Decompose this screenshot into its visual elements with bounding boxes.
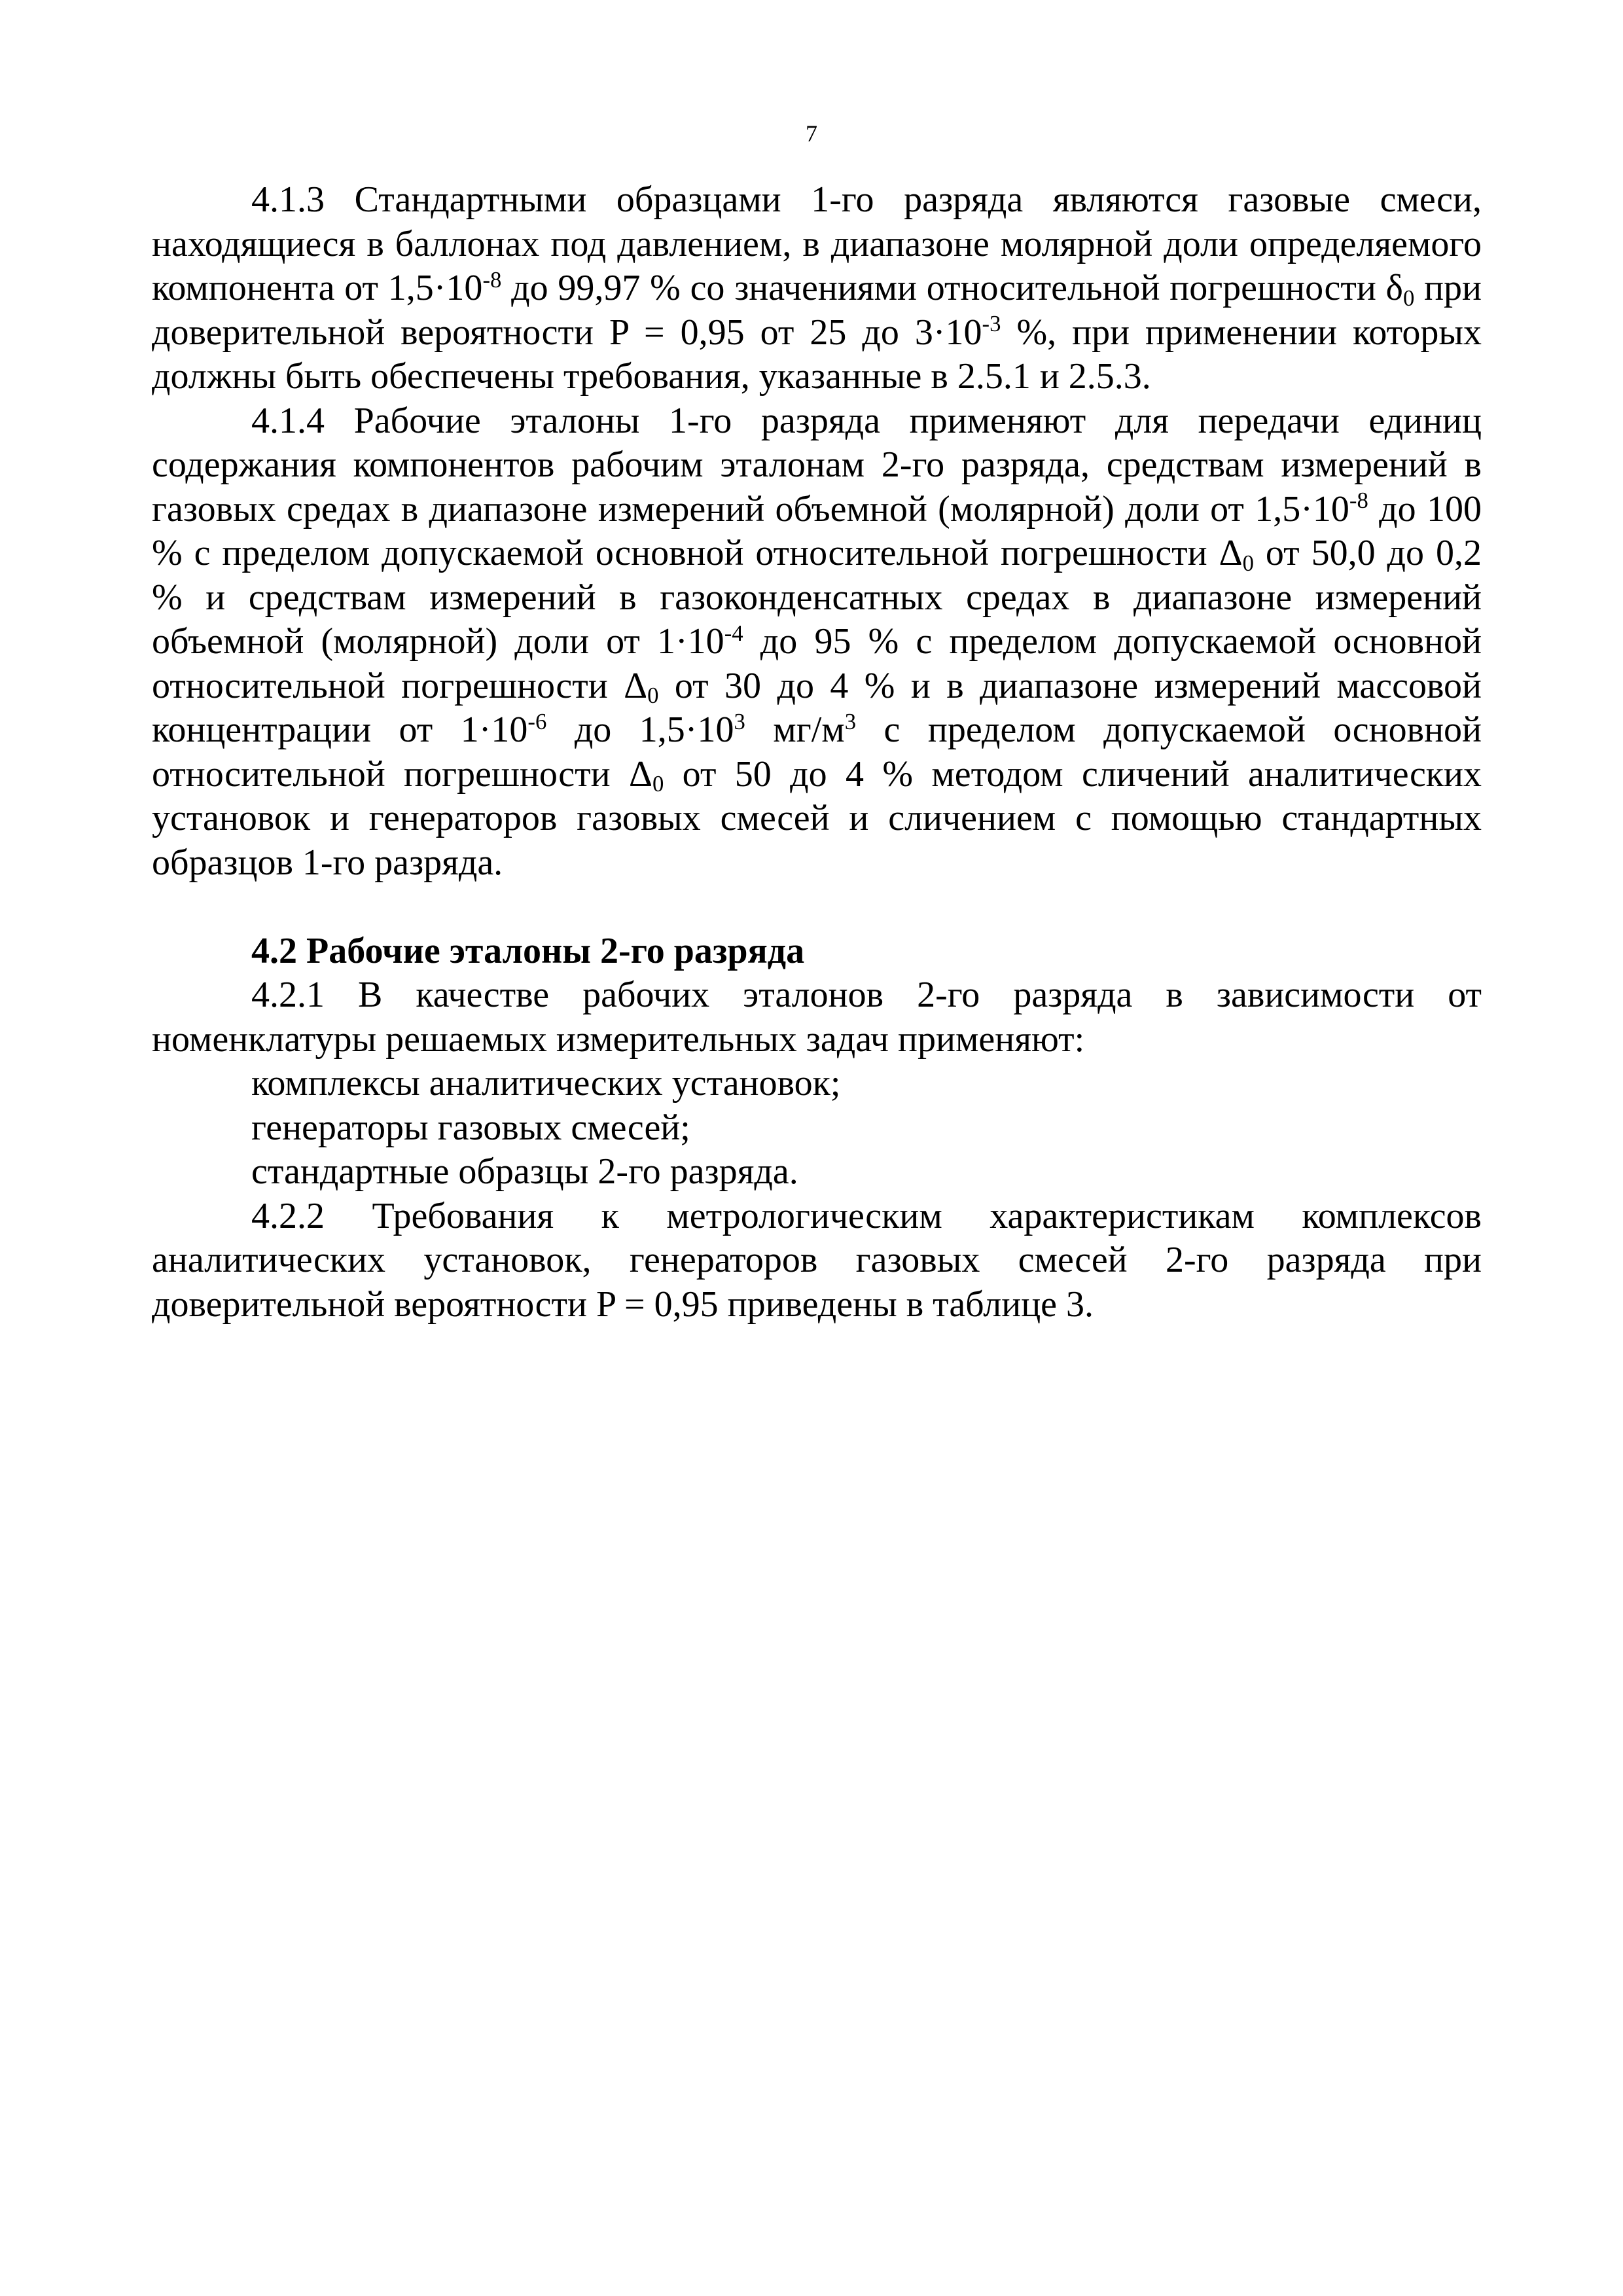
page-number: 7	[806, 120, 817, 147]
text-run: 4.1.3 Стандартными образцами 1-го разряда являются газовые смеси, находящиеся в баллонах под давлением, в диапазоне молярной доли определяемого компонента от 1,5·10	[152, 179, 1482, 308]
text-run: от 50 до 4 % методом сличений аналитических установок и генераторов газовых смесей и сличением с помощью стандартных образцов 1-го разряда.	[152, 753, 1482, 883]
subscript: 0	[647, 683, 659, 709]
superscript: 3	[734, 708, 745, 734]
superscript: -3	[982, 311, 1001, 337]
text-run: до 99,97 % со значениями относительной погрешности δ	[501, 268, 1403, 308]
text-run: до 100 % с пределом допускаемой основной относительной погрешности Δ	[152, 488, 1482, 573]
superscript: -8	[1349, 488, 1368, 514]
paragraph-4-2-2: 4.2.2 Требования к метрологическим характеристикам комплексов аналитических установок, генераторов газовых смесей 2-го разряда при доверительной вероятности P = 0,95 приведены в таблице 3.	[152, 1195, 1482, 1325]
superscript: -6	[527, 708, 547, 734]
text-run: %, при применении которых должны быть обеспечены требования, указанные в 2.5.1 и 2.5.3.	[152, 312, 1482, 397]
superscript: -4	[724, 620, 743, 646]
list-item: генераторы газовых смесей;	[251, 1107, 690, 1148]
paragraph-4-1-4	[152, 399, 1482, 886]
text-run: с пределом допускаемой основной относительной погрешности Δ	[152, 709, 1482, 795]
list-item: стандартные образцы 2-го разряда.	[251, 1151, 798, 1192]
text-run: 4.1.4 Рабочие эталоны 1-го разряда применяют для передачи единиц содержания компонентов рабочим эталонам 2-го разряда, средствам измерений в газовых средах в диапазоне измерений объемной (молярной) доли от 1,5·10	[152, 400, 1482, 529]
paragraph-4-2-1: 4.2.1 В качестве рабочих эталонов 2-го разряда в зависимости от номенклатуры решаемых измерительных задач применяют:	[152, 975, 1482, 1060]
text-run: до 95 % с пределом допускаемой основной относительной погрешности Δ	[152, 621, 1482, 706]
subscript: 0	[1402, 285, 1415, 311]
text-run: до 1,5·10	[546, 709, 734, 750]
paragraph-4-1-3	[152, 178, 1482, 399]
text-run: от 50,0 до 0,2 % и средствам измерений в газоконденсатных средах в диапазоне измерений объемной (молярной) доли от 1·10	[152, 533, 1482, 662]
text-run: при доверительной вероятности P = 0,95 от 25 до 3·10	[152, 268, 1482, 353]
text-run: мг/м	[745, 709, 845, 750]
document-body	[152, 178, 1482, 1327]
list-item: комплексы аналитических установок;	[251, 1063, 841, 1103]
section-heading-4-2: 4.2 Рабочие эталоны 2-го разряда	[251, 930, 805, 971]
subscript: 0	[1242, 550, 1254, 576]
subscript: 0	[652, 771, 664, 797]
superscript: 3	[844, 708, 857, 734]
superscript: -8	[482, 266, 502, 293]
text-run: от 30 до 4 % и в диапазоне измерений массовой концентрации от 1·10	[152, 665, 1482, 750]
